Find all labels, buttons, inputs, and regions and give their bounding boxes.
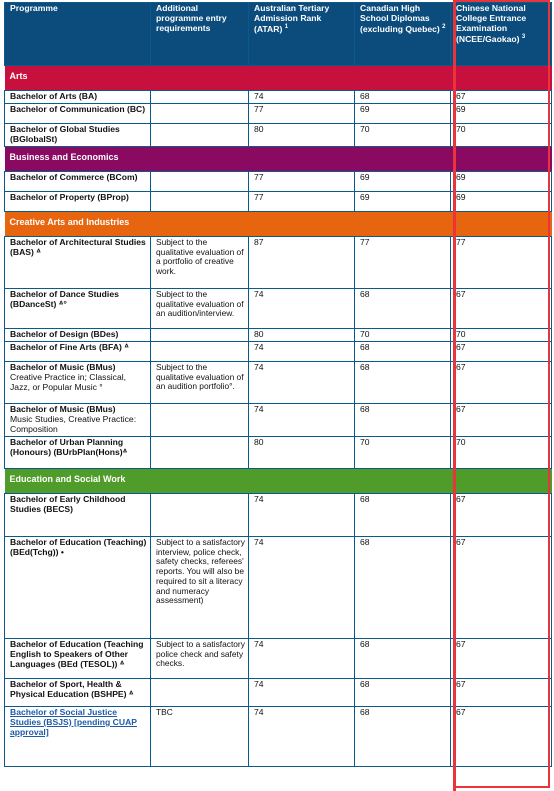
atar-cell: 80	[249, 328, 355, 341]
canadian-cell: 69	[355, 191, 451, 211]
programme-subtitle: Creative Practice in; Classical, Jazz, or Popular Music °	[10, 371, 127, 392]
canadian-cell: 68	[355, 706, 451, 766]
programme-name: Bachelor of Property (BProp)	[10, 191, 129, 202]
section-header	[5, 66, 552, 91]
programme-cell	[5, 236, 151, 288]
atar-cell: 80	[249, 124, 355, 147]
chinese-cell: 67	[451, 638, 552, 678]
programme-cell	[5, 638, 151, 678]
atar-cell: 74	[249, 493, 355, 536]
requirements-cell: Subject to a satisfactory interview, police check, safety checks, referees' reports. You will also be required to sit a literacy and numeracy assessment)	[151, 536, 249, 638]
atar-cell: 77	[249, 171, 355, 191]
programme-name: Bachelor of Education (Teaching English to Speakers of Other Languages (BEd (TESOL)) ᐞ	[10, 638, 144, 669]
header-canadian: Canadian High School Diplomas (excluding Quebec) $^2$	[355, 3, 451, 66]
programme-name: Bachelor of Architectural Studies (BAS) ᐞ	[10, 236, 146, 257]
programme-name: Bachelor of Music (BMus)	[10, 361, 116, 372]
canadian-cell: 68	[355, 91, 451, 104]
canadian-cell: 70	[355, 124, 451, 147]
chinese-cell: 67	[451, 678, 552, 706]
chinese-cell: 67	[451, 706, 552, 766]
chinese-cell: 69	[451, 171, 552, 191]
chinese-cell: 67	[451, 403, 552, 436]
canadian-cell: 68	[355, 288, 451, 328]
table-row	[5, 328, 552, 341]
canadian-cell: 68	[355, 536, 451, 638]
header-programme: Programme	[5, 3, 151, 66]
section-header	[5, 146, 552, 171]
requirements-cell	[151, 124, 249, 147]
requirements-cell: TBC	[151, 706, 249, 766]
programme-cell	[5, 124, 151, 147]
requirements-cell: Subject to the qualitative evaluation of an audition portfolio°.	[151, 361, 249, 403]
entry-requirements-table	[4, 2, 552, 767]
programme-cell	[5, 678, 151, 706]
programme-cell	[5, 191, 151, 211]
programme-cell	[5, 171, 151, 191]
atar-cell: 80	[249, 436, 355, 468]
canadian-cell: 68	[355, 493, 451, 536]
header-atar: Australian Tertiary Admission Rank (ATAR) $^1$	[249, 3, 355, 66]
programme-cell	[5, 328, 151, 341]
atar-cell: 74	[249, 678, 355, 706]
atar-cell: 74	[249, 536, 355, 638]
table-row	[5, 91, 552, 104]
requirements-cell	[151, 104, 249, 124]
table-row	[5, 536, 552, 638]
programme-name: Bachelor of Early Childhood Studies (BECS)	[10, 493, 126, 514]
table-row	[5, 493, 552, 536]
atar-cell: 74	[249, 288, 355, 328]
table-body	[5, 66, 552, 767]
atar-cell: 74	[249, 91, 355, 104]
atar-cell: 74	[249, 706, 355, 766]
chinese-cell: 77	[451, 236, 552, 288]
chinese-cell: 70	[451, 328, 552, 341]
chinese-cell: 67	[451, 341, 552, 361]
highlight-frame-bottom	[453, 786, 549, 788]
table-row	[5, 341, 552, 361]
table-row	[5, 361, 552, 403]
table-row	[5, 191, 552, 211]
programme-link[interactable]: Bachelor of Social Justice Studies (BSJS) [pending CUAP approval]	[10, 706, 138, 737]
section-title: Business and Economics	[5, 146, 552, 171]
table-row	[5, 638, 552, 678]
canadian-cell: 68	[355, 341, 451, 361]
programme-cell	[5, 91, 151, 104]
section-title: Arts	[5, 66, 552, 91]
requirements-cell	[151, 403, 249, 436]
programme-cell	[5, 341, 151, 361]
table-row	[5, 104, 552, 124]
section-title: Education and Social Work	[5, 468, 552, 493]
canadian-cell: 69	[355, 104, 451, 124]
canadian-cell: 68	[355, 678, 451, 706]
atar-cell: 74	[249, 403, 355, 436]
table-header-row	[5, 3, 552, 66]
table-row	[5, 288, 552, 328]
table-row	[5, 706, 552, 766]
programme-name: Bachelor of Communication (BC)	[10, 104, 146, 114]
table-row	[5, 403, 552, 436]
requirements-cell	[151, 493, 249, 536]
programme-name: Bachelor of Global Studies (BGlobalSt)	[10, 124, 120, 144]
atar-cell: 87	[249, 236, 355, 288]
highlight-frame-top	[453, 0, 549, 2]
programme-name: Bachelor of Design (BDes)	[10, 328, 119, 339]
programme-cell	[5, 403, 151, 436]
highlight-frame-right	[548, 0, 550, 788]
chinese-cell: 70	[451, 124, 552, 147]
section-title: Creative Arts and Industries	[5, 211, 552, 236]
chinese-cell: 67	[451, 91, 552, 104]
requirements-cell	[151, 328, 249, 341]
chinese-cell: 67	[451, 536, 552, 638]
atar-cell: 77	[249, 104, 355, 124]
atar-cell: 74	[249, 341, 355, 361]
requirements-cell	[151, 171, 249, 191]
programme-name: Bachelor of Education (Teaching) (BEd(Tchg)) •	[10, 536, 147, 557]
canadian-cell: 68	[355, 638, 451, 678]
programme-cell	[5, 361, 151, 403]
programme-cell	[5, 288, 151, 328]
programme-cell	[5, 436, 151, 468]
requirements-cell	[151, 191, 249, 211]
chinese-cell: 67	[451, 288, 552, 328]
requirements-cell	[151, 91, 249, 104]
programme-cell	[5, 493, 151, 536]
programme-name: Bachelor of Dance Studies (BDanceSt) ᐞ°	[10, 288, 119, 309]
chinese-cell: 67	[451, 493, 552, 536]
table-row	[5, 171, 552, 191]
table-row	[5, 236, 552, 288]
header-chinese: Chinese National College Entrance Examination (NCEE/Gaokao) $^3$	[451, 3, 552, 66]
atar-cell: 77	[249, 191, 355, 211]
chinese-cell: 69	[451, 191, 552, 211]
atar-cell: 74	[249, 361, 355, 403]
header-additional-requirements: Additional programme entry requirements	[151, 3, 249, 66]
requirements-cell	[151, 341, 249, 361]
requirements-cell	[151, 678, 249, 706]
chinese-cell: 70	[451, 436, 552, 468]
canadian-cell: 77	[355, 236, 451, 288]
section-header	[5, 211, 552, 236]
programme-cell[interactable]	[5, 706, 151, 766]
requirements-cell	[151, 436, 249, 468]
canadian-cell: 70	[355, 328, 451, 341]
programme-cell	[5, 536, 151, 638]
canadian-cell: 68	[355, 403, 451, 436]
requirements-cell: Subject to a satisfactory police check and safety checks.	[151, 638, 249, 678]
chinese-cell: 69	[451, 104, 552, 124]
table-row	[5, 124, 552, 147]
canadian-cell: 68	[355, 361, 451, 403]
section-header	[5, 468, 552, 493]
table-row	[5, 678, 552, 706]
programme-name: Bachelor of Urban Planning (Honours) (BUrbPlan(Hons)ᐞ	[10, 436, 128, 457]
canadian-cell: 69	[355, 171, 451, 191]
programme-name: Bachelor of Sport, Health & Physical Education (BSHPE) ᐞ	[10, 678, 134, 699]
programme-name: Bachelor of Music (BMus)	[10, 403, 116, 414]
atar-cell: 74	[249, 638, 355, 678]
requirements-cell: Subject to the qualitative evaluation of an audition/interview.	[151, 288, 249, 328]
programme-subtitle: Music Studies, Creative Practice: Composition	[10, 413, 137, 434]
programme-cell	[5, 104, 151, 124]
canadian-cell: 70	[355, 436, 451, 468]
chinese-cell: 67	[451, 361, 552, 403]
table-row	[5, 436, 552, 468]
programme-name: Bachelor of Arts (BA)	[10, 91, 98, 101]
programme-name: Bachelor of Fine Arts (BFA) ᐞ	[10, 341, 129, 352]
programme-name: Bachelor of Commerce (BCom)	[10, 171, 138, 182]
requirements-cell: Subject to the qualitative evaluation of a portfolio of creative work.	[151, 236, 249, 288]
